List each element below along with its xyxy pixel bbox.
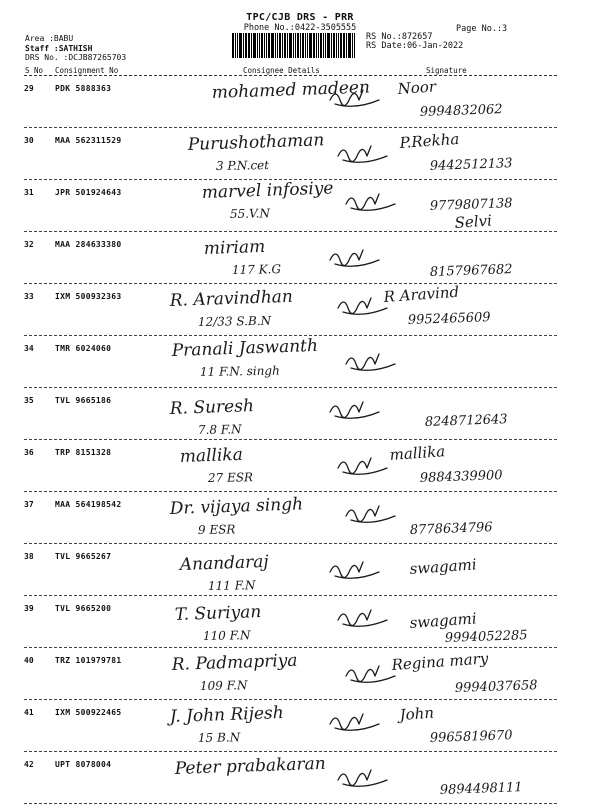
table-row: [0, 700, 600, 752]
consignee-name: marvel infosiye: [201, 178, 334, 203]
rs-date: RS Date:06-Jan-2022: [366, 41, 464, 51]
consignee-address: 55.V.N: [229, 206, 271, 221]
column-header-signature: Signature: [426, 66, 467, 75]
signature-scribble: [346, 666, 395, 682]
handwritten-entry: [0, 596, 600, 648]
handwritten-entry: [0, 700, 600, 752]
serial-number: 34: [24, 344, 34, 353]
serial-number: 40: [24, 656, 34, 665]
consignment-number: UPT 8078004: [55, 760, 112, 769]
signature-name: P.Rekha: [399, 129, 460, 152]
consignee-name: R. Aravindhan: [169, 286, 294, 311]
column-header-consignment: Consignment No: [55, 66, 119, 75]
handwritten-entry: [0, 752, 600, 804]
handwritten-entry: [0, 648, 600, 700]
consignment-number: TRZ 101979781: [55, 656, 122, 665]
sheet-title: TPC/CJB DRS - PRR: [246, 12, 354, 23]
signature-scribble: [330, 402, 379, 418]
table-row: [0, 76, 600, 128]
consignment-number: TVL 9665200: [55, 604, 112, 613]
signature-name: John: [399, 703, 435, 724]
consignee-name: Peter prabakaran: [174, 753, 327, 779]
signature-name: swagami: [409, 609, 478, 632]
signature-scribble: [330, 562, 379, 578]
receiver-phone: 9894498111: [439, 780, 523, 798]
handwritten-entry: [0, 544, 600, 596]
signature-scribble: [338, 146, 387, 162]
consignment-number: MAA 284633380: [55, 240, 122, 249]
consignment-number: MAA 562311529: [55, 136, 122, 145]
consignment-number: JPR 501924643: [55, 188, 122, 197]
signature-scribble: [346, 506, 395, 522]
barcode: [232, 33, 358, 58]
table-row: [0, 388, 600, 440]
receiver-phone: 9779807138: [429, 196, 513, 214]
handwritten-entry: [0, 180, 600, 232]
consignee-address: 11 F.N. singh: [199, 363, 280, 379]
area-label: Area :BABU: [25, 34, 74, 43]
serial-number: 30: [24, 136, 34, 145]
consignee-address: 9 ESR: [197, 522, 236, 537]
serial-number: 36: [24, 448, 34, 457]
consignment-number: TVL 9665186: [55, 396, 112, 405]
serial-number: 42: [24, 760, 34, 769]
consignment-number: IXM 500932363: [55, 292, 122, 301]
receiver-phone: 8778634796: [409, 520, 493, 538]
receiver-phone: 9994832062: [419, 102, 503, 120]
consignment-number: TRP 8151328: [55, 448, 112, 457]
serial-number: 32: [24, 240, 34, 249]
serial-number: 39: [24, 604, 34, 613]
consignee-name: T. Suriyan: [174, 601, 262, 625]
table-row: [0, 544, 600, 596]
signature-scribble: [330, 250, 379, 266]
consignee-address: 15 B.N: [197, 730, 241, 745]
signature-scribble: [330, 714, 379, 730]
page-number: Page No.:3: [456, 24, 508, 34]
serial-number: 29: [24, 84, 34, 93]
serial-number: 41: [24, 708, 34, 717]
table-row: [0, 752, 600, 804]
table-row: [0, 284, 600, 336]
serial-number: 37: [24, 500, 34, 509]
drs-number: DRS No. :DCJB87265703: [25, 53, 127, 62]
consignee-address: 12/33 S.B.N: [197, 313, 272, 329]
signature-name: R Aravind: [383, 282, 460, 306]
receiver-phone: 9994037658: [454, 678, 538, 696]
receiver-phone: 9884339900: [419, 468, 503, 486]
signature-name: swagami: [409, 555, 478, 578]
consignee-address: 110 F.N: [202, 628, 251, 643]
consignee-name: miriam: [203, 236, 266, 259]
receiver-phone: 9965819670: [429, 728, 513, 746]
handwritten-entry: [0, 336, 600, 388]
signature-scribble: [338, 610, 387, 626]
consignee-name: mallika: [179, 444, 244, 467]
signature-name: Selvi: [454, 211, 493, 232]
table-row: [0, 128, 600, 180]
staff-label: Staff :SATHISH: [25, 44, 93, 53]
signature-name: mallika: [389, 442, 446, 464]
receiver-phone: 9952465609: [407, 310, 491, 328]
table-row: [0, 440, 600, 492]
consignment-number: MAA 564198542: [55, 500, 122, 509]
rs-number: RS No.:872657: [366, 32, 433, 42]
consignee-name: mohamed madeen: [211, 77, 371, 103]
signature-scribble: [346, 354, 395, 370]
consignee-name: R. Padmapriya: [171, 650, 298, 675]
consignee-name: R. Suresh: [169, 396, 255, 419]
signature-scribble: [338, 458, 387, 474]
consignee-address: 27 ESR: [207, 470, 254, 485]
serial-number: 35: [24, 396, 34, 405]
handwritten-entry: [0, 440, 600, 492]
consignee-address: 117 K.G: [231, 262, 282, 277]
table-row: [0, 180, 600, 232]
column-header-consignee: Consignee Details: [243, 66, 320, 75]
column-header-sno: S No: [25, 66, 44, 75]
consignee-name: Dr. vijaya singh: [169, 494, 304, 519]
receiver-phone: 9442512133: [429, 156, 513, 174]
handwritten-entry: [0, 76, 600, 128]
consignee-address: 109 F.N: [199, 678, 248, 693]
consignment-number: TVL 9665267: [55, 552, 112, 561]
consignee-address: 7.8 F.N: [197, 422, 242, 437]
handwritten-entry: [0, 232, 600, 284]
handwritten-entry: [0, 492, 600, 544]
consignee-name: J. John Rijesh: [169, 703, 285, 727]
handwritten-entry: [0, 388, 600, 440]
serial-number: 31: [24, 188, 34, 197]
consignment-number: TMR 6024060: [55, 344, 112, 353]
table-row: [0, 596, 600, 648]
table-row: [0, 492, 600, 544]
phone-number: Phone No.:0422-3505555: [243, 23, 357, 33]
consignee-name: Pranali Jaswanth: [171, 335, 319, 361]
receiver-phone: 9994052285: [444, 628, 528, 646]
table-row: [0, 336, 600, 388]
handwritten-entry: [0, 128, 600, 180]
consignee-name: Purushothaman: [187, 130, 325, 155]
table-row: [0, 648, 600, 700]
table-row: [0, 232, 600, 284]
receiver-phone: 8248712643: [424, 412, 508, 430]
consignee-address: 3 P.N.cet: [215, 158, 270, 173]
signature-scribble: [346, 194, 395, 210]
serial-number: 33: [24, 292, 34, 301]
handwritten-entry: [0, 284, 600, 336]
signature-scribble: [338, 770, 387, 786]
signature-scribble: [338, 298, 387, 314]
signature-name: Noor: [397, 77, 437, 98]
consignment-number: IXM 500922465: [55, 708, 122, 717]
receiver-phone: 8157967682: [429, 262, 513, 280]
consignee-address: 111 F.N: [207, 578, 256, 593]
serial-number: 38: [24, 552, 34, 561]
consignee-name: Anandaraj: [179, 551, 269, 575]
signature-name: Regina mary: [391, 649, 489, 674]
consignment-number: PDK 5888363: [55, 84, 112, 93]
